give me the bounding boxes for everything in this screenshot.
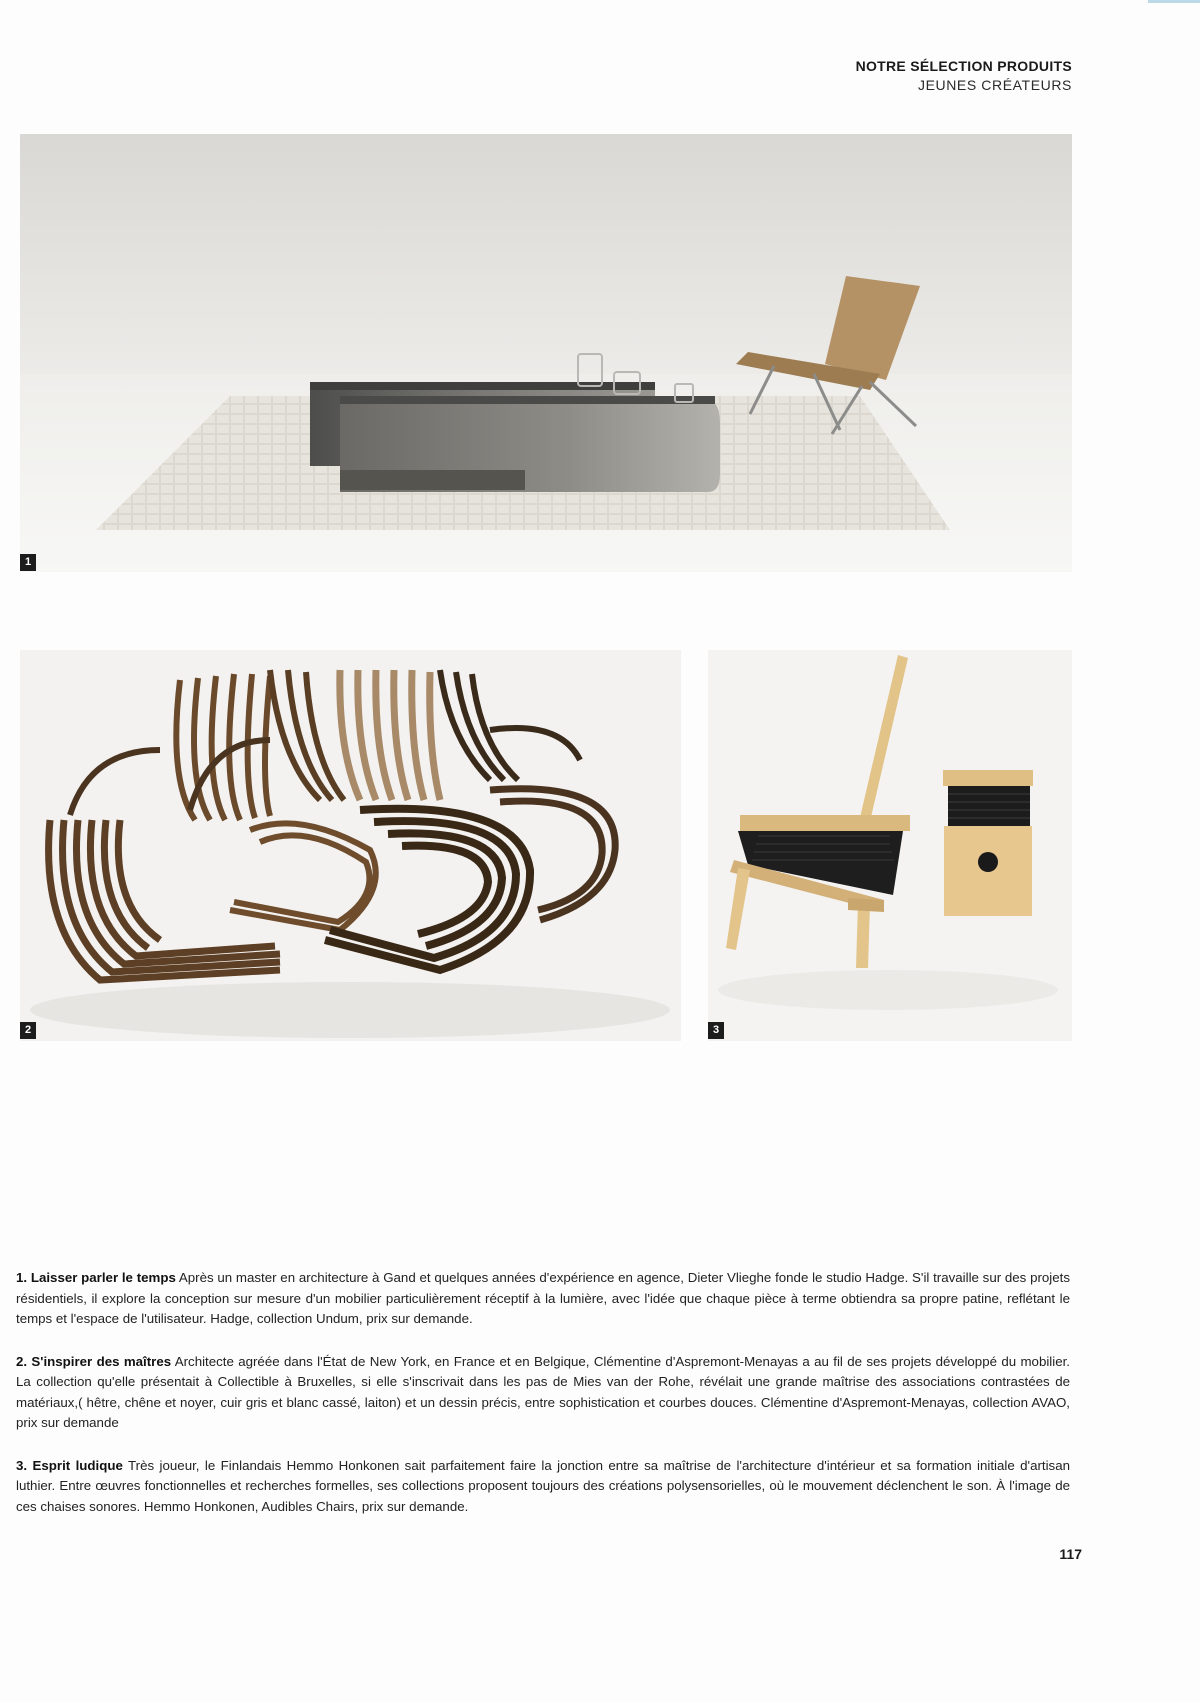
page-number: 117 — [1059, 1546, 1082, 1562]
photo-sound-chairs — [708, 650, 1072, 1041]
photo-slatted-armchairs — [20, 650, 681, 1041]
article-captions — [16, 1268, 1070, 1539]
caption-paragraph — [16, 1456, 1070, 1518]
caption-lead: 2. S'inspirer des maîtres — [16, 1353, 172, 1369]
section-kicker: NOTRE SÉLECTION PRODUITS — [855, 58, 1072, 74]
top-edge-accent — [1148, 0, 1200, 3]
caption-body: Après un master en architecture à Gand et quelques années d'expérience en agence, Dieter Vlieghe fonde le studio Hadge. S'il travaille sur des projets résidentiels, il explore la conception sur mesure d'un mobilier particulièrement réceptif à la lumière, avec l'idée que chaque pièce à terme obtiendra sa propre patine, reflétant le temps et l'espace de l'utilisateur. Hadge, collection Undum, prix sur demande. — [16, 1270, 1070, 1326]
caption-paragraph — [16, 1268, 1070, 1330]
section-header — [856, 58, 1072, 93]
section-subtitle: JEUNES CRÉATEURS — [917, 77, 1072, 93]
caption-lead: 1. Laisser parler le temps — [16, 1270, 176, 1285]
photo-coffee-tables — [20, 134, 1072, 572]
caption-body: Très joueur, le Finlandais Hemmo Honkonen sait parfaitement faire la jonction entre sa maîtrise de l'architecture d'intérieur et sa formation initiale d'artisan luthier. Entre œuvres fonctionnelles et recherches formelles, ses collections proposent toujours des créations polysensorielles, où le mouvement déclenchent le son. À l'image de ces chaises sonores. Hemmo Honkonen, Audibles Chairs, prix sur demande. — [16, 1457, 1070, 1514]
caption-lead: 3. Esprit ludique — [16, 1457, 123, 1473]
photo-number-badge: 2 — [20, 1022, 36, 1039]
caption-paragraph — [16, 1352, 1070, 1434]
caption-body: Architecte agréée dans l'État de New York, en France et en Belgique, Clémentine d'Aspremont-Menayas a au fil de ses projets développé du mobilier. La collection qu'elle présentait à Collectible à Bruxelles, si elle s'inscrivait dans les pas de Mies van der Rohe, révélait une grande maîtrise des associations contrastées de matériaux,( hêtre, chêne et noyer, cuir gris et blanc cassé, laiton) et un dessin précis, entre sophistication et courbes douces. Clémentine d'Aspremont-Menayas, collection AVAO, prix sur demande — [16, 1353, 1070, 1430]
photo-number-badge: 3 — [708, 1022, 724, 1039]
photo-number-badge: 1 — [20, 554, 36, 571]
